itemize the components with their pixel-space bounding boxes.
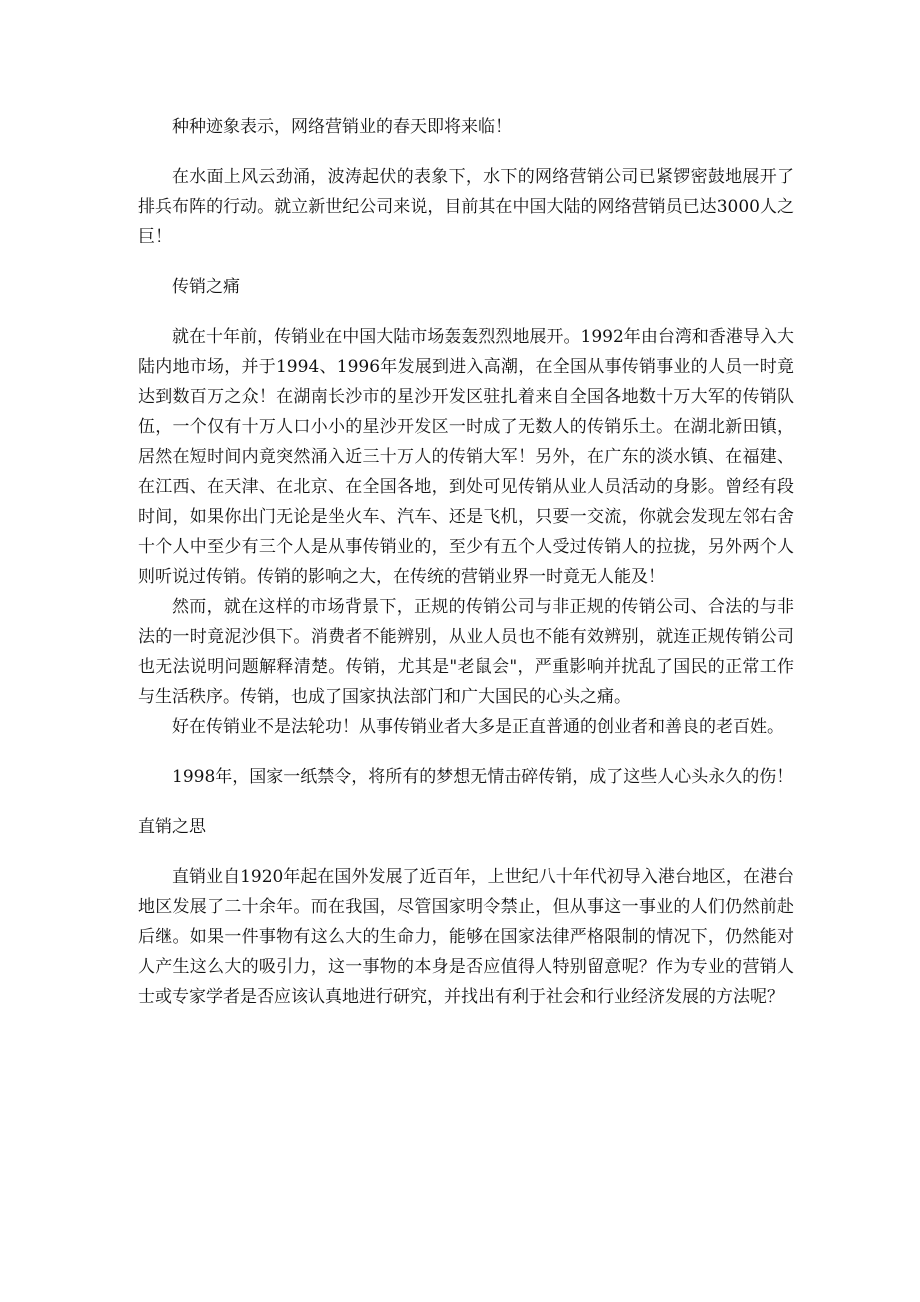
paragraph-confusion: 然而，就在这样的市场背景下，正规的传销公司与非正规的传销公司、合法的与非法的一时竟泥沙俱下。消费者不能辨别，从业人员也不能有效辨别，就连正规传销公司也无法说明问题解释清楚。传销，尤其是"老鼠会"，严重影响并扰乱了国民的正常工作与生活秩序。传销，也成了国家执法部门和广大国民的心头之痛。 (138, 597, 794, 707)
paragraph-ban: 1998年，国家一纸禁令，将所有的梦想无情击碎传销，成了这些人心头永久的伤！ (172, 767, 794, 787)
document-page (138, 112, 794, 1012)
section-heading-thoughts: 直销之思 (138, 817, 206, 837)
section-heading-pain: 传销之痛 (172, 277, 240, 297)
paragraph-participants: 好在传销业不是法轮功！从事传销业者大多是正直普通的创业者和善良的老百姓。 (172, 717, 784, 737)
paragraph-history: 就在十年前，传销业在中国大陆市场轰轰烈烈地展开。1992年由台湾和香港导入大陆内地市场，并于1994、1996年发展到进入高潮，在全国从事传销事业的人员一时竟达到数百万之众！在湖南长沙市的星沙开发区驻扎着来自全国各地数十万大军的传销队伍，一个仅有十万人口小小的星沙开发区一时成了无数人的传销乐土。在湖北新田镇，居然在短时间内竟突然涌入近三十万人的传销大军！另外，在广东的淡水镇、在福建、在江西、在天津、在北京、在全国各地，到处可见传销从业人员活动的身影。曾经有段时间，如果你出门无论是坐火车、汽车、还是飞机，只要一交流，你就会发现左邻右舍十个人中至少有三个人是从事传销业的，至少有五个人受过传销人的拉拢，另外两个人则听说过传销。传销的影响之大，在传统的营销业界一时竟无人能及！ (138, 327, 794, 587)
paragraph-direct-selling: 直销业自1920年起在国外发展了近百年，上世纪八十年代初导入港台地区，在港台地区发展了二十余年。而在我国，尽管国家明令禁止，但从事这一事业的人们仍然前赴后继。如果一件事物有这么大的生命力，能够在国家法律严格限制的情况下，仍然能对人产生这么大的吸引力，这一事物的本身是否应值得人特别留意呢？作为专业的营销人士或专家学者是否应该认真地进行研究，并找出有利于社会和行业经济发展的方法呢？ (138, 867, 794, 1007)
paragraph-network-marketing: 在水面上风云劲涌，波涛起伏的表象下，水下的网络营销公司已紧锣密鼓地展开了排兵布阵的行动。就立新世纪公司来说，目前其在中国大陆的网络营销员已达3000人之巨！ (138, 167, 794, 247)
paragraph-intro: 种种迹象表示，网络营销业的春天即将来临！ (172, 117, 512, 137)
